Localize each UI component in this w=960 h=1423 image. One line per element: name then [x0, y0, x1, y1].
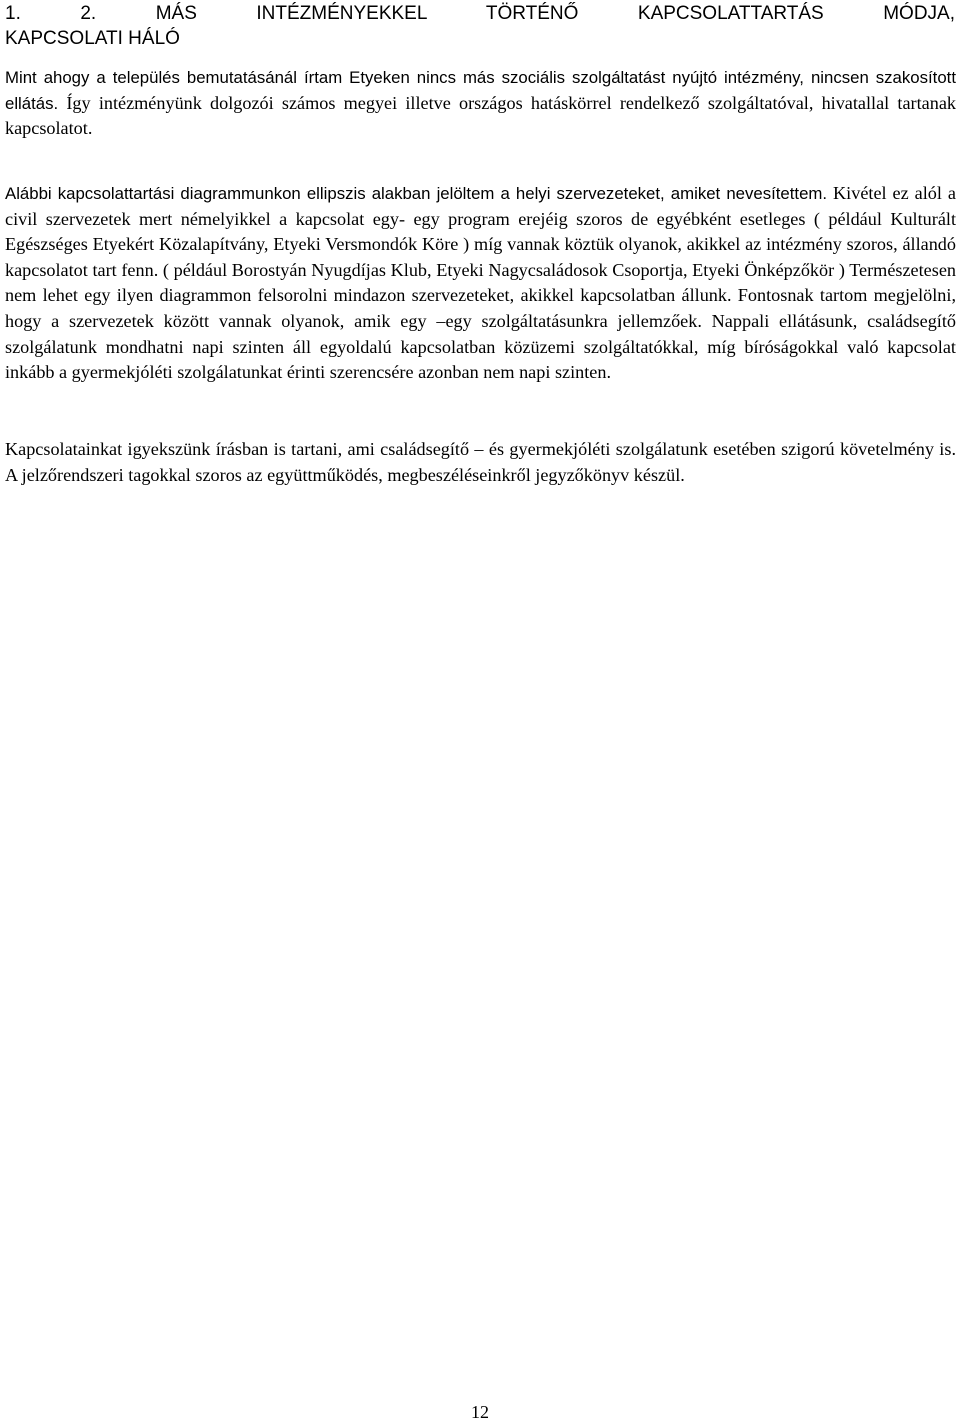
page-number: 12	[471, 1402, 489, 1422]
section-heading-line-2: KAPCSOLATI HÁLÓ	[5, 28, 180, 49]
paragraph-diagram-sans-part: Alábbi kapcsolattartási diagrammunkon ellipszis alakban jelöltem a helyi szervezeteket, amiket nevesítettem.	[5, 184, 828, 203]
paragraph-intro	[5, 65, 956, 142]
paragraph-diagram-serif-part: Kivétel ez alól a civil szervezetek mert némelyikkel a kapcsolat egy- egy program erejéig szoros de egyébként esetleges ( például Kulturált Egészséges Etyekért Közalapítvány, Etyeki Versmondók Köre ) míg vannak köztük olyanok, akikkel az intézmény szoros, állandó kapcsolatot tart fenn. ( például Borostyán Nyugdíjas Klub, Etyeki Nagycsaládosok Csoportja, Etyeki Önképzőkör ) Természetesen nem lehet egy ilyen diagrammon felsorolni mindazon szervezeteket, akikkel kapcsolatban állunk. Fontosnak tartom megjelölni, hogy a szervezetek között vannak olyanok, amik egy –egy szolgáltatásunkra jellemzőek. Nappali ellátásunk, családsegítő szolgálatunk mondhatni napi szinten áll egyoldalú kapcsolatban közüzemi szolgáltatókkal, míg bíróságokkal való kapcsolat inkább a gyermekjóléti szolgálatunkat érinti szerencsére azonban nem napi szinten.	[5, 183, 956, 383]
paragraph-intro-serif-part: Így intézményünk dolgozói számos megyei illetve országos hatáskörrel rendelkező szolgáltatóval, hivatallal tartanak kapcsolatot.	[5, 92, 957, 139]
paragraph-intro-sans-part: Mint ahogy a település bemutatásánál írtam Etyeken nincs más szociális szolgáltatást nyújtó intézmény, nincsen szakosított ellátás.	[5, 68, 956, 113]
paragraph-diagram-description	[5, 181, 956, 386]
paragraph-written-contacts: Kapcsolatainkat igyekszünk írásban is tartani, ami családsegítő – és gyermekjóléti szolgálatunk esetében szigorú követelmény is. A jelzőrendszeri tagokkal szoros az együttműködés, megbeszéléseinkről jegyzőkönyv készül.	[5, 439, 956, 485]
section-heading-line-1: 1. 2. MÁS INTÉZMÉNYEKKEL TÖRTÉNŐ KAPCSOLATTARTÁS MÓDJA,	[5, 3, 955, 24]
section-heading	[5, 1, 955, 51]
